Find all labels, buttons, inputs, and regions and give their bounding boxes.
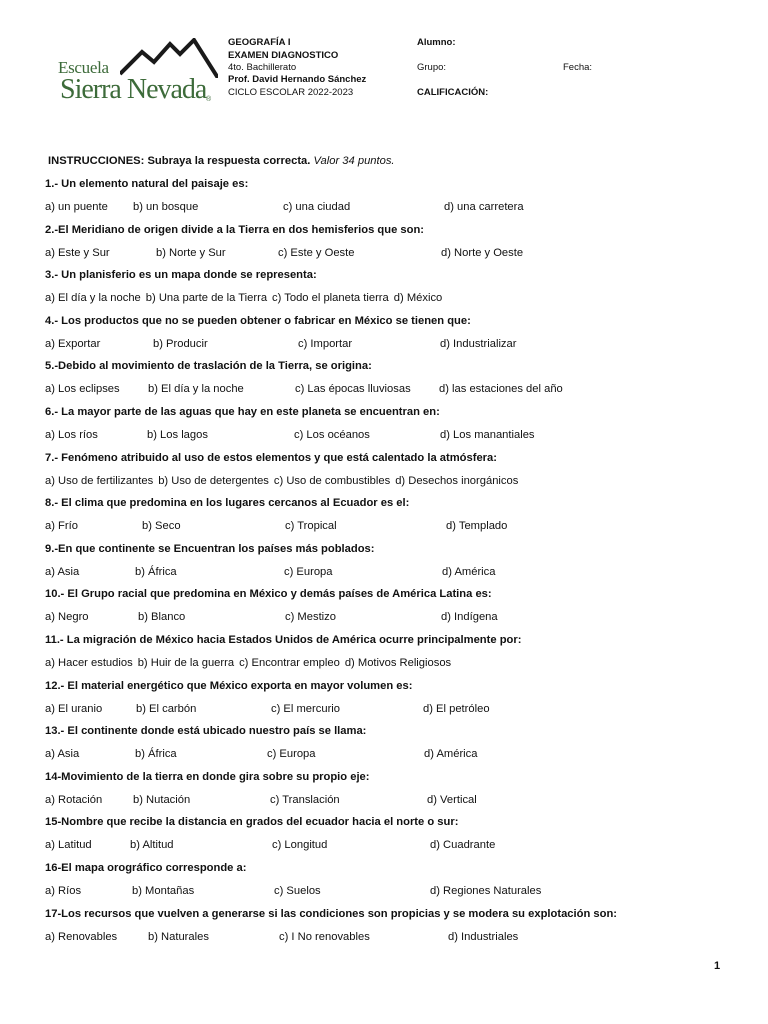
options-row-11 (45, 655, 745, 671)
option-11-c[interactable]: c) Encontrar empleo (239, 657, 340, 669)
option-13-b[interactable]: b) África (135, 748, 177, 760)
option-3-b[interactable]: b) Una parte de la Tierra (145, 292, 268, 304)
option-1-a[interactable]: a) un puente (45, 201, 108, 213)
question-13: 13.- El continente donde está ubicado nuestro país se llama: (45, 725, 367, 737)
option-2-b[interactable]: b) Norte y Sur (156, 247, 226, 259)
option-8-b[interactable]: b) Seco (142, 520, 181, 532)
instructions-label: INSTRUCCIONES: Subraya la respuesta correcta. (48, 155, 311, 167)
question-1: 1.- Un elemento natural del paisaje es: (45, 178, 249, 190)
question-3: 3.- Un planisferio es un mapa donde se representa: (45, 269, 317, 281)
option-9-d[interactable]: d) América (442, 566, 496, 578)
option-12-a[interactable]: a) El uranio (45, 703, 103, 715)
option-15-d[interactable]: d) Cuadrante (430, 839, 496, 851)
options-row-12 (45, 701, 745, 717)
option-16-d[interactable]: d) Regiones Naturales (430, 885, 542, 897)
instructions-value: Valor 34 puntos. (313, 155, 395, 167)
option-11-a[interactable]: a) Hacer estudios (45, 657, 133, 669)
option-10-c[interactable]: c) Mestizo (285, 611, 336, 623)
options-row-14 (45, 792, 745, 808)
logo-escuela-text: Escuela (58, 58, 109, 77)
teacher-name: Prof. David Hernando Sánchez (228, 74, 367, 85)
options-row-9 (45, 564, 745, 580)
option-5-a[interactable]: a) Los eclipses (45, 383, 120, 395)
mountain-icon (120, 38, 218, 78)
option-7-d[interactable]: d) Desechos inorgánicos (395, 475, 519, 487)
option-3-d[interactable]: d) México (393, 292, 443, 304)
grade-level: 4to. Bachillerato (228, 62, 297, 73)
options-row-2 (45, 245, 745, 261)
options-row-7 (45, 473, 745, 489)
option-12-d[interactable]: d) El petróleo (423, 703, 490, 715)
option-17-a[interactable]: a) Renovables (45, 931, 118, 943)
options-row-17 (45, 929, 745, 945)
option-10-a[interactable]: a) Negro (45, 611, 89, 623)
option-3-c[interactable]: c) Todo el planeta tierra (272, 292, 389, 304)
option-17-d[interactable]: d) Industriales (448, 931, 519, 943)
option-9-c[interactable]: c) Europa (284, 566, 333, 578)
group-label: Grupo: (417, 62, 447, 73)
registered-mark: ® (206, 96, 212, 103)
option-16-a[interactable]: a) Ríos (45, 885, 82, 897)
option-15-c[interactable]: c) Longitud (272, 839, 328, 851)
option-5-d[interactable]: d) las estaciones del año (439, 383, 563, 395)
options-row-3 (45, 290, 745, 306)
student-label: Alumno: (417, 37, 456, 48)
option-7-a[interactable]: a) Uso de fertilizantes (45, 475, 154, 487)
option-2-d[interactable]: d) Norte y Oeste (441, 247, 524, 259)
question-15: 15-Nombre que recibe la distancia en grados del ecuador hacia el norte o sur: (45, 816, 459, 828)
option-6-a[interactable]: a) Los ríos (45, 429, 98, 441)
option-7-b[interactable]: b) Uso de detergentes (158, 475, 269, 487)
option-10-b[interactable]: b) Blanco (138, 611, 186, 623)
question-9: 9.-En que continente se Encuentran los países más poblados: (45, 543, 375, 555)
question-17: 17-Los recursos que vuelven a generarse si las condiciones son propicias y se modera su explotación son: (45, 908, 618, 920)
option-5-b[interactable]: b) El día y la noche (148, 383, 244, 395)
school-cycle: CICLO ESCOLAR 2022-2023 (228, 87, 354, 98)
option-4-d[interactable]: d) Industrializar (440, 338, 517, 350)
option-15-a[interactable]: a) Latitud (45, 839, 92, 851)
options-row-10 (45, 609, 745, 625)
option-1-d[interactable]: d) una carretera (444, 201, 524, 213)
option-14-d[interactable]: d) Vertical (427, 794, 477, 806)
option-14-a[interactable]: a) Rotación (45, 794, 103, 806)
option-8-a[interactable]: a) Frío (45, 520, 78, 532)
option-1-c[interactable]: c) una ciudad (283, 201, 351, 213)
option-14-b[interactable]: b) Nutación (133, 794, 191, 806)
option-1-b[interactable]: b) un bosque (133, 201, 199, 213)
option-6-d[interactable]: d) Los manantiales (440, 429, 535, 441)
question-4: 4.- Los productos que no se pueden obtener o fabricar en México se tienen que: (45, 315, 471, 327)
question-5: 5.-Debido al movimiento de traslación de la Tierra, se origina: (45, 360, 372, 372)
option-10-d[interactable]: d) Indígena (441, 611, 498, 623)
question-16: 16-El mapa orográfico corresponde a: (45, 862, 247, 874)
option-12-c[interactable]: c) El mercurio (271, 703, 340, 715)
option-13-c[interactable]: c) Europa (267, 748, 316, 760)
question-14: 14-Movimiento de la tierra en donde gira sobre su propio eje: (45, 771, 370, 783)
option-2-c[interactable]: c) Este y Oeste (278, 247, 355, 259)
option-3-a[interactable]: a) El día y la noche (45, 292, 141, 304)
options-row-5 (45, 381, 745, 397)
option-13-a[interactable]: a) Asia (45, 748, 80, 760)
option-4-a[interactable]: a) Exportar (45, 338, 101, 350)
option-17-c[interactable]: c) I No renovables (279, 931, 370, 943)
options-row-8 (45, 518, 745, 534)
question-11: 11.- La migración de México hacia Estados Unidos de América ocurre principalmente por: (45, 634, 522, 646)
option-9-b[interactable]: b) África (135, 566, 177, 578)
option-13-d[interactable]: d) América (424, 748, 478, 760)
instructions (48, 153, 395, 169)
option-11-d[interactable]: d) Motivos Religiosos (344, 657, 452, 669)
exam-title: EXAMEN DIAGNOSTICO (228, 50, 339, 61)
options-row-15 (45, 837, 745, 853)
option-8-d[interactable]: d) Templado (446, 520, 508, 532)
option-12-b[interactable]: b) El carbón (136, 703, 197, 715)
page-number: 1 (714, 960, 721, 972)
options-row-6 (45, 427, 745, 443)
options-row-13 (45, 746, 745, 762)
option-14-c[interactable]: c) Translación (270, 794, 340, 806)
logo-school-name: Sierra Nevada (60, 74, 207, 105)
question-6: 6.- La mayor parte de las aguas que hay en este planeta se encuentran en: (45, 406, 440, 418)
option-11-b[interactable]: b) Huir de la guerra (137, 657, 235, 669)
option-5-c[interactable]: c) Las épocas lluviosas (295, 383, 411, 395)
option-2-a[interactable]: a) Este y Sur (45, 247, 110, 259)
subject-title: GEOGRAFÍA I (228, 37, 291, 48)
school-logo (58, 38, 218, 110)
option-16-c[interactable]: c) Suelos (274, 885, 321, 897)
question-8: 8.- El clima que predomina en los lugares cercanos al Ecuador es el: (45, 497, 410, 509)
option-4-c[interactable]: c) Importar (298, 338, 353, 350)
option-7-c[interactable]: c) Uso de combustibles (273, 475, 391, 487)
option-17-b[interactable]: b) Naturales (148, 931, 209, 943)
option-16-b[interactable]: b) Montañas (132, 885, 195, 897)
option-6-b[interactable]: b) Los lagos (147, 429, 208, 441)
options-row-16 (45, 883, 745, 899)
option-9-a[interactable]: a) Asia (45, 566, 80, 578)
option-6-c[interactable]: c) Los océanos (294, 429, 370, 441)
question-2: 2.-El Meridiano de origen divide a la Tierra en dos hemisferios que son: (45, 224, 425, 236)
question-10: 10.- El Grupo racial que predomina en México y demás países de América Latina es: (45, 588, 492, 600)
option-15-b[interactable]: b) Altitud (130, 839, 174, 851)
question-7: 7.- Fenómeno atribuido al uso de estos elementos y que está calentado la atmósfera: (45, 452, 497, 464)
option-8-c[interactable]: c) Tropical (285, 520, 337, 532)
grade-result-label: CALIFICACIÓN: (417, 87, 489, 98)
date-label: Fecha: (563, 62, 593, 73)
options-row-1 (45, 199, 745, 215)
question-12: 12.- El material energético que México exporta en mayor volumen es: (45, 680, 413, 692)
options-row-4 (45, 336, 745, 352)
option-4-b[interactable]: b) Producir (153, 338, 208, 350)
